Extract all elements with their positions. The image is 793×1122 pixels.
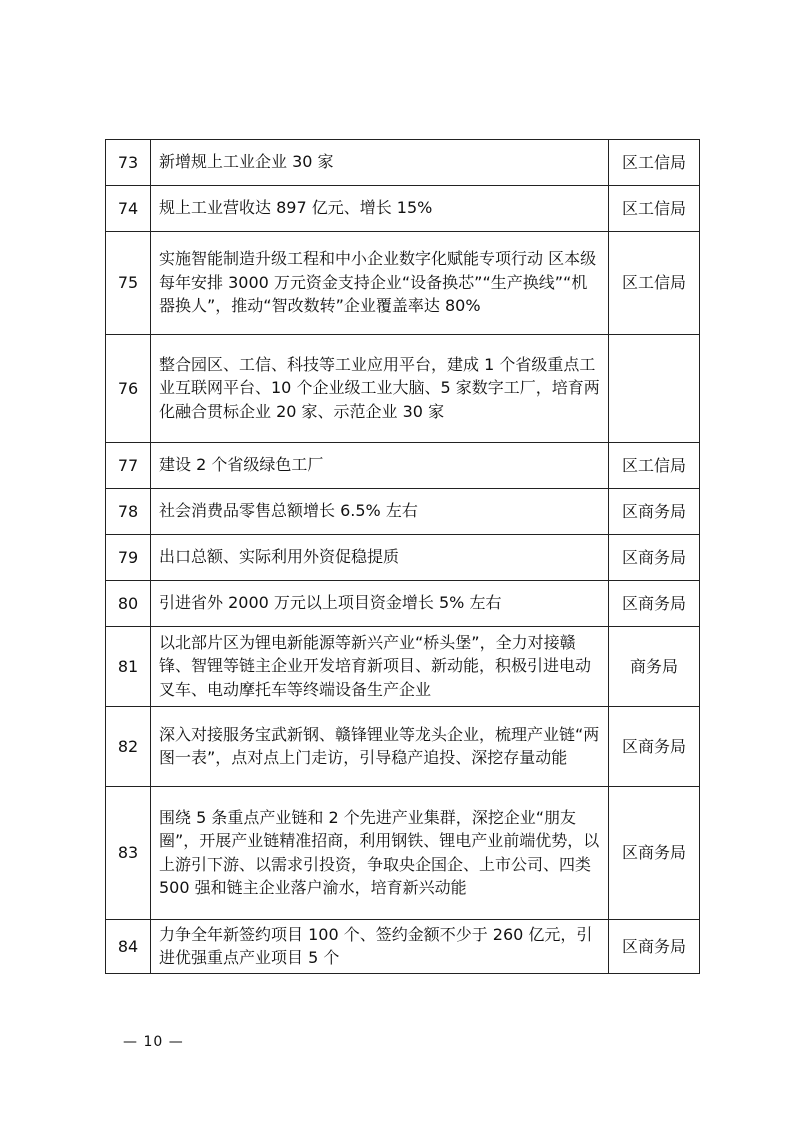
- task-content: 围绕 5 条重点产业链和 2 个先进产业集群，深挖企业“朋友圈”，开展产业链精准招商，利用钢铁、锂电产业前端优势，以上游引下游、以需求引投资，争取央企国企、上市公司、四类 500 强和链主企业落户渝水，培育新兴动能: [151, 787, 609, 920]
- row-number: 75: [106, 232, 151, 335]
- task-content: 实施智能制造升级工程和中小企业数字化赋能专项行动 区本级每年安排 3000 万元资金支持企业“设备换芯”“生产换线”“机器换人”，推动“智改数转”企业覆盖率达 80%: [151, 232, 609, 335]
- responsible-unit: 区商务局: [609, 535, 700, 581]
- row-number: 76: [106, 335, 151, 443]
- task-content: 出口总额、实际利用外资促稳提质: [151, 535, 609, 581]
- row-number: 79: [106, 535, 151, 581]
- table-row: [106, 535, 700, 581]
- table-row: [106, 920, 700, 974]
- responsible-unit: [609, 335, 700, 443]
- task-content: 以北部片区为锂电新能源等新兴产业“桥头堡”，全力对接赣锋、智锂等链主企业开发培育新项目、新动能，积极引进电动叉车、电动摩托车等终端设备生产企业: [151, 627, 609, 707]
- task-content: 新增规上工业企业 30 家: [151, 140, 609, 186]
- task-content: 力争全年新签约项目 100 个、签约金额不少于 260 亿元，引进优强重点产业项目 5 个: [151, 920, 609, 974]
- task-content: 建设 2 个省级绿色工厂: [151, 443, 609, 489]
- row-number: 77: [106, 443, 151, 489]
- task-content: 深入对接服务宝武新钢、赣锋锂业等龙头企业，梳理产业链“两图一表”，点对点上门走访，引导稳产追投、深挖存量动能: [151, 707, 609, 787]
- responsible-unit: 区商务局: [609, 920, 700, 974]
- responsible-unit: 区工信局: [609, 443, 700, 489]
- table-row: [106, 707, 700, 787]
- work-task-table: [105, 139, 700, 974]
- table-row: [106, 581, 700, 627]
- table-row: [106, 787, 700, 920]
- table-row: [106, 335, 700, 443]
- table-row: [106, 443, 700, 489]
- task-content: 引进省外 2000 万元以上项目资金增长 5% 左右: [151, 581, 609, 627]
- row-number: 74: [106, 186, 151, 232]
- responsible-unit: 区商务局: [609, 707, 700, 787]
- responsible-unit: 区工信局: [609, 186, 700, 232]
- responsible-unit: 区商务局: [609, 787, 700, 920]
- task-content: 社会消费品零售总额增长 6.5% 左右: [151, 489, 609, 535]
- responsible-unit: 区工信局: [609, 232, 700, 335]
- table-row: [106, 627, 700, 707]
- table-row: [106, 140, 700, 186]
- table-row: [106, 232, 700, 335]
- row-number: 83: [106, 787, 151, 920]
- table-row: [106, 489, 700, 535]
- responsible-unit: 区工信局: [609, 140, 700, 186]
- page-number: — 10 —: [123, 1034, 184, 1050]
- row-number: 82: [106, 707, 151, 787]
- row-number: 78: [106, 489, 151, 535]
- row-number: 81: [106, 627, 151, 707]
- row-number: 80: [106, 581, 151, 627]
- table-row: [106, 186, 700, 232]
- task-content: 规上工业营收达 897 亿元、增长 15%: [151, 186, 609, 232]
- responsible-unit: 商务局: [609, 627, 700, 707]
- task-content: 整合园区、工信、科技等工业应用平台，建成 1 个省级重点工业互联网平台、10 个企业级工业大脑、5 家数字工厂，培育两化融合贯标企业 20 家、示范企业 30 家: [151, 335, 609, 443]
- responsible-unit: 区商务局: [609, 581, 700, 627]
- responsible-unit: 区商务局: [609, 489, 700, 535]
- row-number: 73: [106, 140, 151, 186]
- row-number: 84: [106, 920, 151, 974]
